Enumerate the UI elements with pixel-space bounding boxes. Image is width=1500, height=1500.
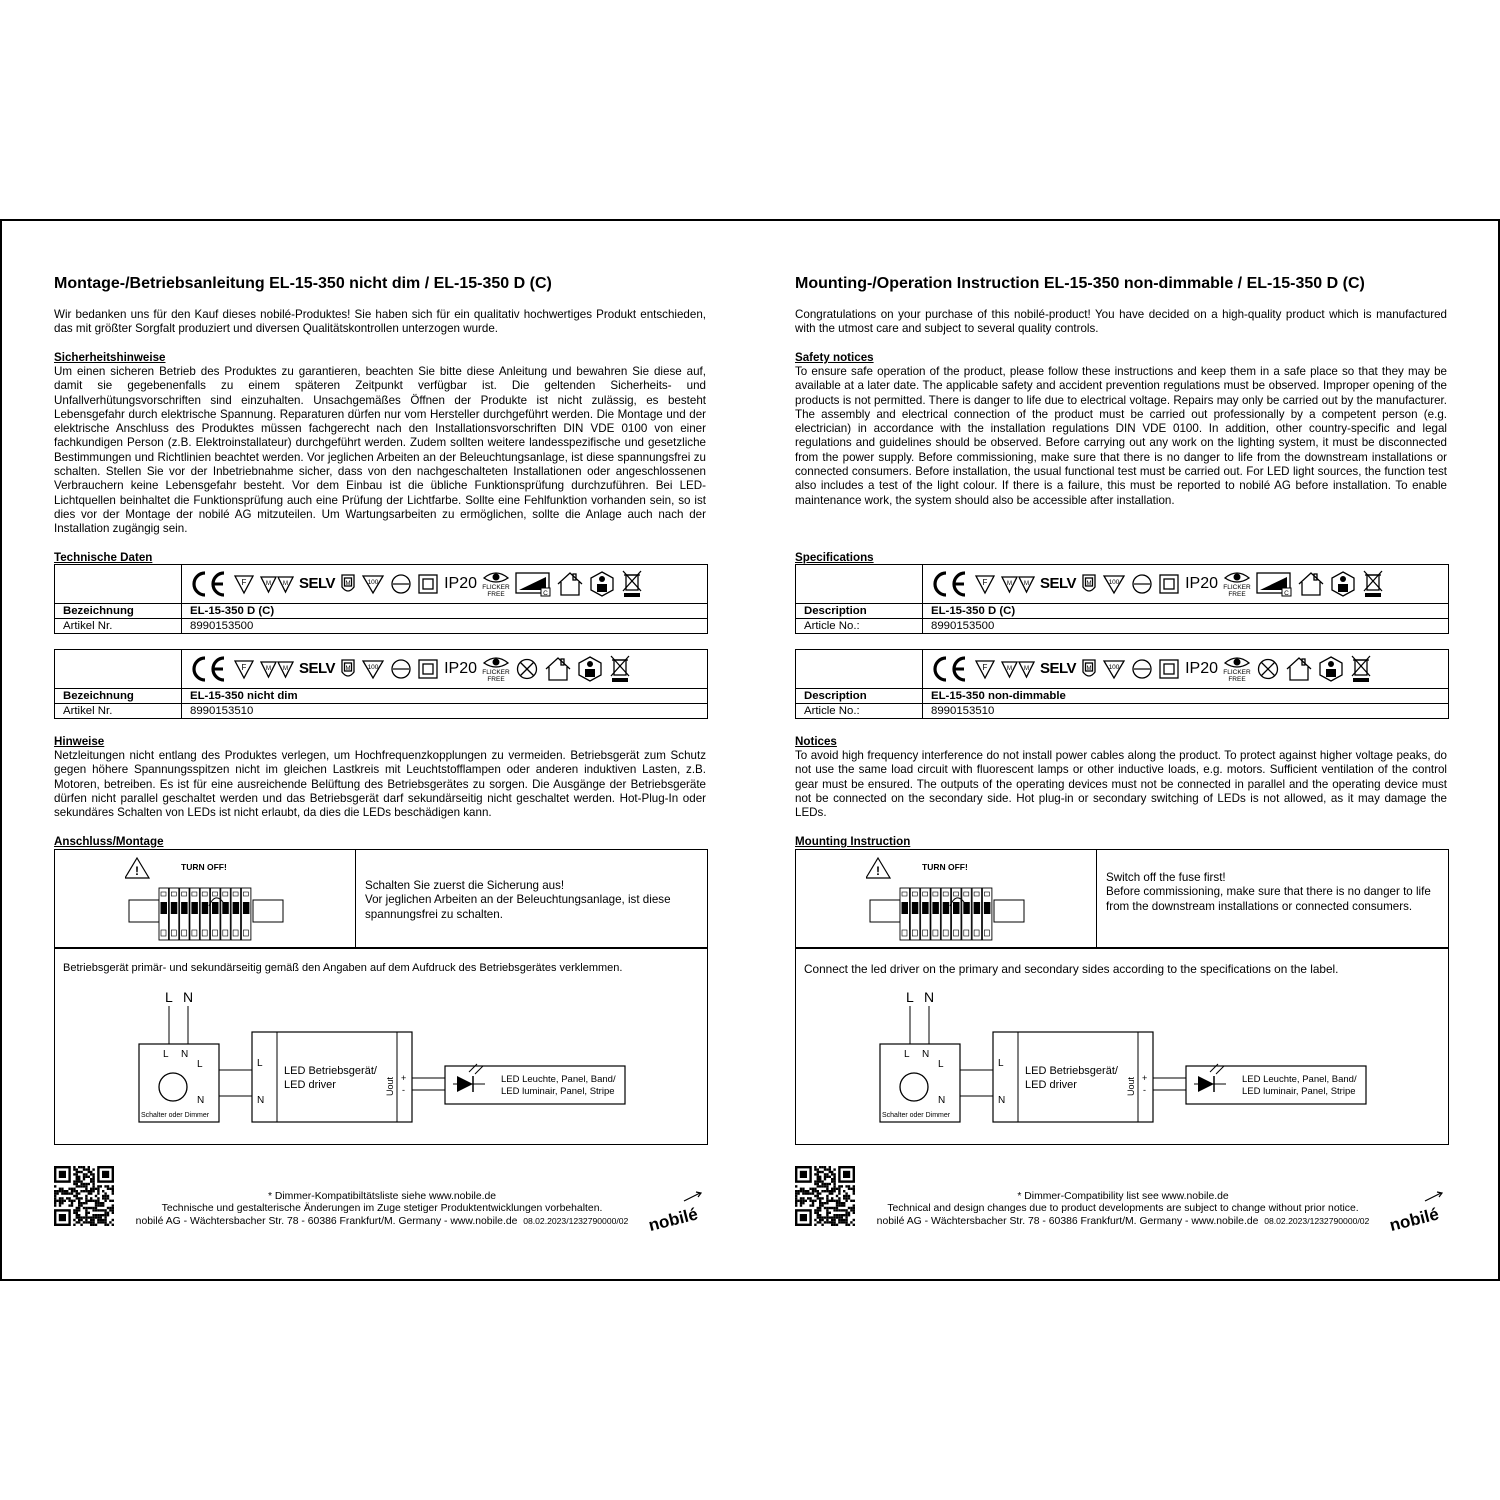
double-mm-icon [260,574,294,594]
minus-label: - [1143,1085,1146,1095]
flicker-label-2: FREE [1228,591,1246,598]
footer-disclaimer: Technical and design changes due to product developments are subject to change without prior notice. [887,1203,1359,1214]
driver-l-label: L [257,1058,263,1069]
ce-mark-icon [929,654,969,684]
enclosure-icon [1131,658,1153,680]
ce-mark-icon [188,654,228,684]
wiring-diagram [876,986,1376,1136]
not-dimmable-icon [515,657,539,681]
product-article: 8990153510 [923,704,1449,719]
turn-off-label: TURN OFF! [181,862,227,872]
label-name: Description [796,689,923,704]
flicker-free-icon [1223,655,1251,683]
double-mm-icon [1001,574,1035,594]
intro-text: Congratulations on your purchase of this nobilé-product! You have decided on a high-quality product which is manufactured with the utmost care and subject to several quality controls. [795,308,1447,336]
weee-bin-icon [1349,654,1373,684]
dimmable-icon [515,571,551,597]
double-mm-icon [260,659,294,679]
spec-table-1 [54,564,708,634]
flicker-label-2: FREE [1228,676,1246,683]
switch-off-box [795,849,1449,949]
switch-n-in: N [181,1049,189,1060]
footer-address: nobilé AG - Wächtersbacher Str. 78 - 60386 Frankfurt/M. Germany - www.nobile.de [876,1216,1259,1227]
plus-label: + [401,1073,407,1083]
temperature-100-label: 100 [367,579,379,586]
turn-off-label: TURN OFF! [922,862,968,872]
class-f-icon [233,573,255,595]
ce-mark-icon [929,569,969,599]
flicker-label-2: FREE [487,676,505,683]
svg-text:!: ! [876,864,880,878]
weee-bin-icon [608,654,632,684]
dimmable-label: C [1284,590,1289,597]
svg-text:M: M [283,666,288,672]
plus-label: + [1142,1073,1148,1083]
switch-off-box [54,849,708,949]
temperature-100-label: 100 [1108,579,1120,586]
safety-heading: Sicherheitshinweise [54,351,166,364]
flicker-free-icon [482,655,510,683]
notes-text: Netzleitungen nicht entlang des Produktes verlegen, um Hochfrequenzkopplungen zu vermeiden. Betriebsgerät zum Schutz gegen höhere Spannungsspitzen nicht im gleichen Lastkreis mit Leuchtstofflampen oder anderen induktiven Lasten, z.B. Motoren, betreiben. Es ist für eine ausreichende Belüftung des Betriebsgerätes zu sorgen. Die Ausgänge der Betriebsgeräte dürfen nicht parallel geschaltet werden und das Betriebsgerät darf sekundärseitig nicht geschaltet werden. Hot-Plug-In oder sekundäres Schalten von LEDs ist nicht erlaubt, da dies die LEDs beschädigen kann. [54,749,706,820]
load-label-2: LED luminair, Panel, Stripe [1242,1086,1356,1097]
label-article: Artikel Nr. [55,619,182,634]
load-label-1: LED Leuchte, Panel, Band/ [1242,1074,1357,1085]
svg-text:!: ! [135,864,139,878]
vde-mark-label: M [345,581,351,587]
vde-mark-label: M [1086,581,1092,587]
load-label-1: LED Leuchte, Panel, Band/ [501,1074,616,1085]
driver-n-label: N [998,1095,1006,1106]
switch-n-out: N [197,1095,205,1106]
class-f-label: F [982,663,988,672]
symbol-cell [923,565,1449,604]
switch-label: Schalter oder Dimmer [882,1112,951,1119]
protection-class-icon [1158,573,1180,595]
selv-label: SELV [299,660,336,677]
footer-disclaimer: Technische und gestalterische Änderungen im Zuge stetiger Produktentwicklungen vorbehalten. [161,1203,603,1214]
switch-off-line-2: Vor jeglichen Arbeiten an der Beleuchtungsanlage, ist diese spannungsfrei zu schalten. [365,893,671,921]
indoor-use-icon [1285,656,1313,682]
class-f-icon [974,658,996,680]
enclosure-icon [390,658,412,680]
product-name: EL-15-350 nicht dim [182,689,708,704]
mount-heading: Anschluss/Montage [54,835,164,848]
safety-heading: Safety notices [795,351,874,364]
flicker-free-icon [482,570,510,598]
weee-bin-icon [620,569,644,599]
instruction-sheet [0,219,1500,1281]
svg-text:M: M [1024,666,1029,672]
dimmable-label: C [543,590,548,597]
ip20-label: IP20 [444,575,477,592]
nobile-logo [644,1191,706,1236]
product-name: EL-15-350 non-dimmable [923,689,1449,704]
spec-heading: Specifications [795,551,874,564]
mount-heading: Mounting Instruction [795,835,911,848]
flicker-label-2: FREE [487,591,505,598]
vde-mark-icon [1081,572,1097,596]
flicker-label-1: FLICKER [1223,584,1251,591]
product-article: 8990153510 [182,704,708,719]
flicker-label-1: FLICKER [1223,669,1251,676]
driver-label-1: LED Betriebsgerät/ [1025,1065,1118,1077]
switch-n-in: N [922,1049,930,1060]
product-name: EL-15-350 D (C) [923,604,1449,619]
temperature-100-label: 100 [1108,664,1120,671]
switch-l-out: L [938,1059,944,1070]
product-article: 8990153500 [923,619,1449,634]
footer-compat: * Dimmer-Compatibility list see www.nobile.de [1017,1191,1229,1202]
symbol-cell [182,650,708,689]
footer-compat: * Dimmer-Kompatibiltätsliste siehe www.nobile.de [267,1191,497,1202]
mains-n-label: N [183,989,194,1005]
footer-address: nobilé AG - Wächtersbacher Str. 78 - 60386 Frankfurt/M. Germany - www.nobile.de [135,1216,518,1227]
symbol-cell [182,565,708,604]
temperature-100-icon [1102,658,1126,680]
logo-text: nobilé [646,1204,700,1231]
class-f-label: F [241,663,247,672]
spec-heading: Technische Daten [54,551,153,564]
product-article: 8990153500 [182,619,708,634]
driver-label-1: LED Betriebsgerät/ [284,1065,377,1077]
connection-text: Betriebsgerät primär- und sekundärseitig gemäß den Angaben auf dem Aufdruck des Betriebsgerätes verklemmen. [63,962,623,974]
switch-n-out: N [938,1095,946,1106]
mains-n-label: N [924,989,935,1005]
page-title: Montage-/Betriebsanleitung EL-15-350 nicht dim / EL-15-350 D (C) [54,275,552,292]
flicker-label-1: FLICKER [482,584,510,591]
temperature-100-icon [361,573,385,595]
switch-label: Schalter oder Dimmer [141,1112,210,1119]
ip20-label: IP20 [444,660,477,677]
spec-table-2 [795,649,1449,719]
protection-class-icon [1158,658,1180,680]
selv-label: SELV [1040,660,1077,677]
switch-off-line-2: Before commissioning, make sure that there is no danger to life from the downstream installations or connected consumers. [1106,885,1431,913]
indoor-use-icon [1297,571,1325,597]
selv-label: SELV [1040,575,1077,592]
connection-box [54,947,708,1145]
label-name: Bezeichnung [55,604,182,619]
svg-text:M: M [1007,666,1012,672]
switch-l-in: L [904,1049,910,1060]
wiring-diagram [135,986,635,1136]
class-f-icon [974,573,996,595]
footer-date: 08.02.2023/1232790000/02 [523,1216,629,1226]
label-article: Article No.: [796,704,923,719]
qr-code-icon [54,1166,114,1231]
product-name: EL-15-350 D (C) [182,604,708,619]
connection-box [795,947,1449,1145]
not-dimmable-icon [1256,657,1280,681]
selv-label: SELV [299,575,336,592]
intro-text: Wir bedanken uns für den Kauf dieses nobilé-Produktes! Sie haben sich für ein qualitativ hochwertiges Produkt entschieden, das mit größter Sorgfalt produziert und diversen Qualitätskontrollen unterzogen wurde. [54,308,706,336]
svg-text:M: M [1007,581,1012,587]
vde-mark-label: M [1086,666,1092,672]
read-manual-icon [589,571,615,597]
svg-text:M: M [283,581,288,587]
weee-bin-icon [1361,569,1385,599]
driver-n-label: N [257,1095,265,1106]
label-article: Article No.: [796,619,923,634]
class-f-label: F [241,578,247,587]
spec-table-2 [54,649,708,719]
enclosure-icon [1131,573,1153,595]
circuit-breaker-illustration [866,856,1026,942]
protection-class-icon [417,658,439,680]
circuit-breaker-illustration [125,856,285,942]
label-name: Description [796,604,923,619]
driver-label-2: LED driver [284,1079,336,1091]
ce-mark-icon [188,569,228,599]
connection-text: Connect the led driver on the primary and secondary sides according to the specifications on the label. [804,962,1339,976]
mains-l-label: L [165,989,173,1005]
read-manual-icon [577,656,603,682]
switch-off-line-1: Schalten Sie zuerst die Sicherung aus! [365,879,565,892]
uout-label: Uout [1126,1076,1136,1096]
read-manual-icon [1318,656,1344,682]
read-manual-icon [1330,571,1356,597]
switch-l-in: L [163,1049,169,1060]
notes-text: To avoid high frequency interference do not install power cables along the product. To protect against higher voltage peaks, do not use the same load circuit with fluorescent lamps or other inductive loads, e.g. motors. Sufficient ventilation of the control gear must be ensured. The outputs of the operating devices must not be connected in parallel and the operating device must not be connected on the secondary side. Hot plug-in or secondary switching of LEDs is not allowed, as it may damage the LEDs. [795,749,1447,820]
logo-text: nobilé [1387,1204,1441,1231]
driver-l-label: L [998,1058,1004,1069]
double-mm-icon [1001,659,1035,679]
class-f-icon [233,658,255,680]
load-label-2: LED luminair, Panel, Stripe [501,1086,615,1097]
protection-class-icon [417,573,439,595]
minus-label: - [402,1085,405,1095]
flicker-free-icon [1223,570,1251,598]
vde-mark-icon [340,572,356,596]
svg-text:M: M [266,581,271,587]
safety-text: To ensure safe operation of the product, please follow these instructions and keep them in a safe place so that they may be available at a later date. The applicable safety and accident prevention regulations must be observed. Improper opening of the products is not permitted. There is danger to life due to electrical voltage. Repairs may only be carried out by the manufacturer. The assembly and electrical connection of the product must be carried out professionally by a competent person (e.g. electrician) in accordance with the installation regulations DIN VDE 0100. In addition, other country-specific and legal regulations and guidelines should be observed. Before carrying out any work on the lighting system, it must be disconnected from the power supply. Before commissioning, make sure that there is no danger to life from the downstream installations or connected consumers. Before installation, the usual functional test must be carried out. For LED light sources, the function test also includes a test of the light colour. If there is a failure, this must be reported to nobilé AG before installation. To enable maintenance work, the system should also be accessible after installation. [795,365,1447,507]
temperature-100-icon [1102,573,1126,595]
footer [54,1166,708,1236]
switch-off-line-1: Switch off the fuse first! [1106,871,1226,884]
vde-mark-label: M [345,666,351,672]
driver-label-2: LED driver [1025,1079,1077,1091]
uout-label: Uout [385,1076,395,1096]
temperature-100-label: 100 [367,664,379,671]
notes-heading: Notices [795,735,837,748]
ip20-label: IP20 [1185,660,1218,677]
mains-l-label: L [906,989,914,1005]
qr-code-icon [795,1166,855,1231]
label-article: Artikel Nr. [55,704,182,719]
spec-table-1 [795,564,1449,634]
dimmable-icon [1256,571,1292,597]
ip20-label: IP20 [1185,575,1218,592]
temperature-100-icon [361,658,385,680]
footer [795,1166,1449,1236]
enclosure-icon [390,573,412,595]
notes-heading: Hinweise [54,735,105,748]
footer-date: 08.02.2023/1232790000/02 [1264,1216,1370,1226]
page-title: Mounting-/Operation Instruction EL-15-350 non-dimmable / EL-15-350 D (C) [795,275,1365,292]
label-name: Bezeichnung [55,689,182,704]
nobile-logo [1385,1191,1447,1236]
svg-text:M: M [1024,581,1029,587]
safety-text: Um einen sicheren Betrieb des Produktes zu garantieren, beachten Sie bitte diese Anleitung und bewahren Sie diese auf, damit sie gegebenenfalls zu einem späteren Zeitpunkt verfügbar ist. Die geltenden Sicherheits- und Unfallverhütungsvorschriften sind einzuhalten. Unsachgemäßes Öffnen der Produkte ist nicht zulässig, es besteht Lebensgefahr durch elektrische Spannung. Reparaturen dürfen nur vom Hersteller durchgeführt werden. Die Montage und der elektrische Anschluss des Produktes müssen fachgerecht nach den Installationsvorschriften DIN VDE 0100 von einer fachkundigen Person (z.B. Elektroinstallateur) durchgeführt werden. Zudem sollten weitere landesspezifische und gesetzliche Bestimmungen und Richtlinien beachtet werden. Vor jeglichen Arbeiten an der Beleuchtungsanlage, ist diese spannungsfrei zu schalten. Stellen Sie vor der Inbetriebnahme sicher, dass von den nachgeschalteten Installationen oder angeschlossenen Verbrauchern keine Lebensgefahr besteht. Vor dem Einbau ist die übliche Funktionsprüfung durchzuführen. Bei LED-Lichtquellen beinhaltet die Funktionsprüfung auch eine Prüfung der Lichtfarbe. Sollte eine Fehlfunktion vorhanden sein, so ist dies vor der Montage der nobilé AG mitzuteilen. Um Wartungsarbeiten zu ermöglichen, sollte die Anlage auch nach der Installation zugängig sein. [54,365,706,536]
flicker-label-1: FLICKER [482,669,510,676]
vde-mark-icon [340,657,356,681]
vde-mark-icon [1081,657,1097,681]
indoor-use-icon [556,571,584,597]
indoor-use-icon [544,656,572,682]
symbol-cell [923,650,1449,689]
class-f-label: F [982,578,988,587]
switch-l-out: L [197,1059,203,1070]
svg-text:M: M [266,666,271,672]
